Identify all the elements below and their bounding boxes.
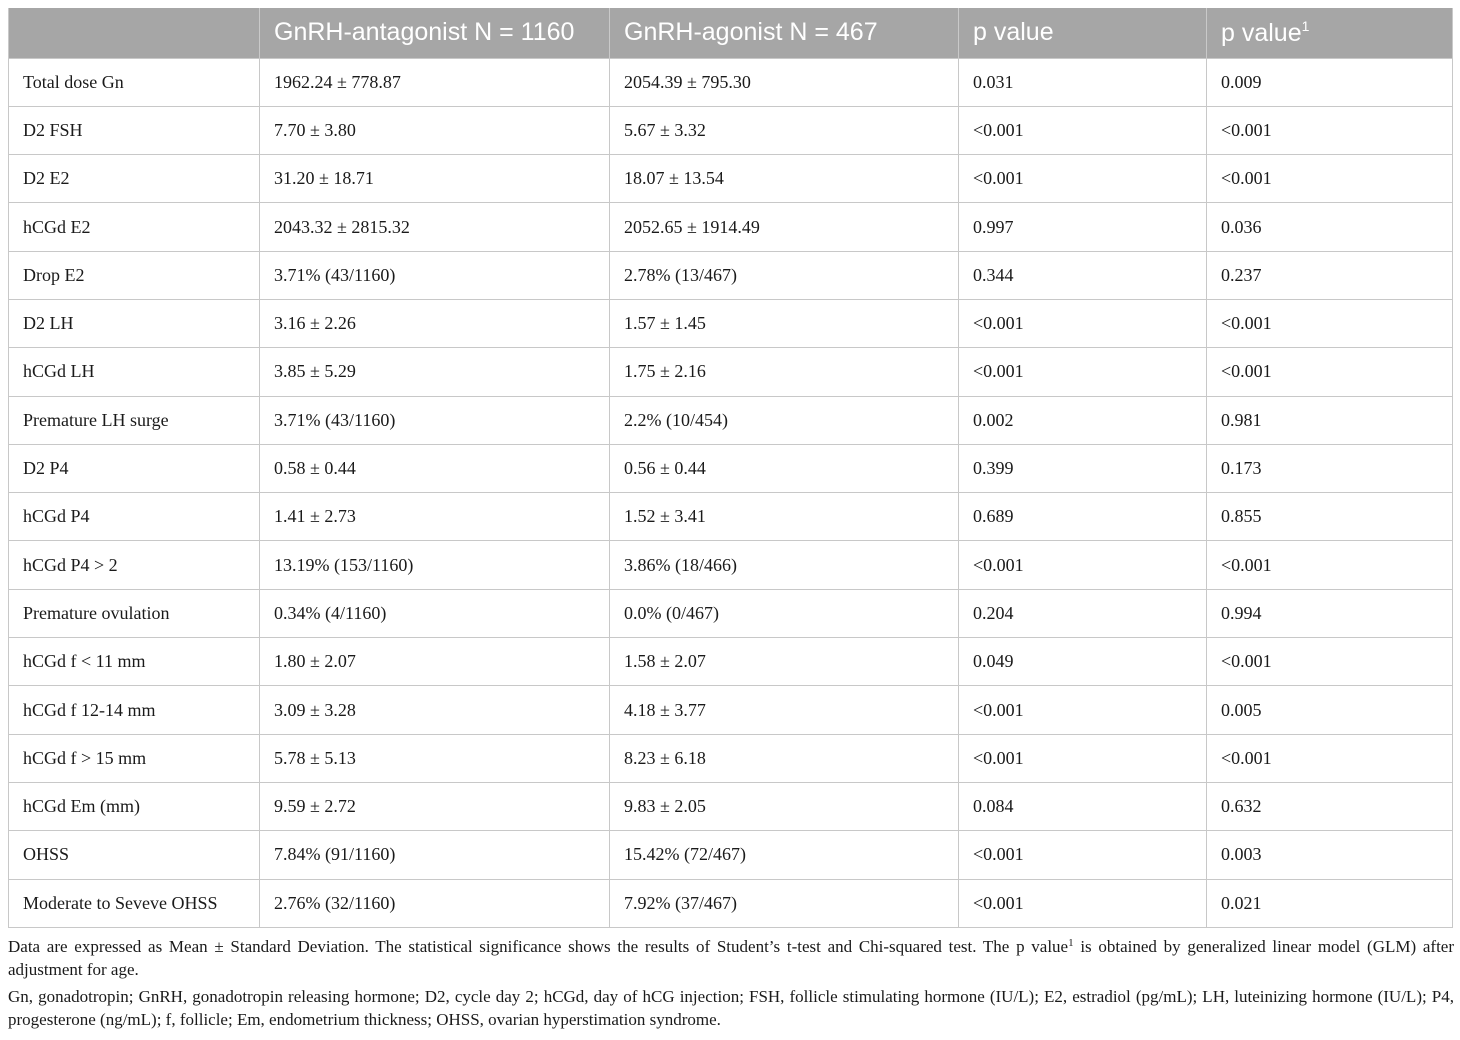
cell-antagonist: 0.34% (4/1160) xyxy=(260,589,610,637)
cell-variable: D2 P4 xyxy=(9,444,260,492)
cell-agonist: 1.52 ± 3.41 xyxy=(610,493,959,541)
table-footnotes xyxy=(8,932,1454,1035)
cell-p-value: <0.001 xyxy=(959,734,1207,782)
cell-antagonist: 3.71% (43/1160) xyxy=(260,251,610,299)
cell-p-value: <0.001 xyxy=(959,155,1207,203)
cell-variable: Drop E2 xyxy=(9,251,260,299)
cell-agonist: 2054.39 ± 795.30 xyxy=(610,58,959,106)
table-row xyxy=(9,396,1453,444)
cell-variable: D2 FSH xyxy=(9,106,260,154)
cell-p-value: <0.001 xyxy=(959,348,1207,396)
table-row xyxy=(9,686,1453,734)
cell-variable: hCGd LH xyxy=(9,348,260,396)
cell-p-value: <0.001 xyxy=(959,686,1207,734)
cell-variable: hCGd P4 > 2 xyxy=(9,541,260,589)
footnote-superscript: 1 xyxy=(1068,937,1074,949)
cell-p-value-adjusted: 0.036 xyxy=(1207,203,1453,251)
cell-variable: hCGd Em (mm) xyxy=(9,782,260,830)
cell-p-value: <0.001 xyxy=(959,106,1207,154)
header-p-value: p value xyxy=(959,8,1207,58)
cell-agonist: 5.67 ± 3.32 xyxy=(610,106,959,154)
cell-antagonist: 3.16 ± 2.26 xyxy=(260,299,610,347)
cell-p-value-adjusted: <0.001 xyxy=(1207,541,1453,589)
cell-p-value-adjusted: <0.001 xyxy=(1207,155,1453,203)
cell-variable: Premature LH surge xyxy=(9,396,260,444)
cell-antagonist: 9.59 ± 2.72 xyxy=(260,782,610,830)
footnote-statistics xyxy=(8,932,1454,981)
cell-p-value-adjusted: 0.005 xyxy=(1207,686,1453,734)
cell-p-value-adjusted: 0.237 xyxy=(1207,251,1453,299)
cell-p-value: 0.031 xyxy=(959,58,1207,106)
cell-agonist: 3.86% (18/466) xyxy=(610,541,959,589)
cell-p-value: 0.344 xyxy=(959,251,1207,299)
table-row xyxy=(9,58,1453,106)
header-variable xyxy=(9,8,260,58)
cell-agonist: 2052.65 ± 1914.49 xyxy=(610,203,959,251)
cell-antagonist: 7.70 ± 3.80 xyxy=(260,106,610,154)
cell-antagonist: 3.85 ± 5.29 xyxy=(260,348,610,396)
cell-p-value: 0.399 xyxy=(959,444,1207,492)
header-p-value-adjusted-label: p value xyxy=(1221,18,1302,47)
table-row xyxy=(9,348,1453,396)
cell-antagonist: 1.41 ± 2.73 xyxy=(260,493,610,541)
cell-agonist: 1.75 ± 2.16 xyxy=(610,348,959,396)
cell-antagonist: 2.76% (32/1160) xyxy=(260,879,610,927)
cell-p-value: <0.001 xyxy=(959,879,1207,927)
cell-variable: Total dose Gn xyxy=(9,58,260,106)
cell-p-value-adjusted: 0.009 xyxy=(1207,58,1453,106)
cell-variable: D2 LH xyxy=(9,299,260,347)
cell-antagonist: 0.58 ± 0.44 xyxy=(260,444,610,492)
header-antagonist: GnRH-antagonist N = 1160 xyxy=(260,8,610,58)
cell-p-value: 0.084 xyxy=(959,782,1207,830)
cell-variable: D2 E2 xyxy=(9,155,260,203)
table-header-row xyxy=(9,8,1453,58)
cell-p-value-adjusted: 0.632 xyxy=(1207,782,1453,830)
cell-agonist: 0.0% (0/467) xyxy=(610,589,959,637)
cell-p-value: 0.997 xyxy=(959,203,1207,251)
table-row xyxy=(9,251,1453,299)
cell-p-value-adjusted: 0.173 xyxy=(1207,444,1453,492)
cell-p-value-adjusted: 0.021 xyxy=(1207,879,1453,927)
cell-p-value-adjusted: 0.994 xyxy=(1207,589,1453,637)
cell-p-value: 0.049 xyxy=(959,638,1207,686)
cell-antagonist: 5.78 ± 5.13 xyxy=(260,734,610,782)
table-row xyxy=(9,493,1453,541)
cell-p-value-adjusted: <0.001 xyxy=(1207,734,1453,782)
table-row xyxy=(9,106,1453,154)
cell-p-value-adjusted: <0.001 xyxy=(1207,638,1453,686)
cell-p-value: 0.689 xyxy=(959,493,1207,541)
results-table xyxy=(8,8,1453,928)
table-row xyxy=(9,299,1453,347)
cell-antagonist: 13.19% (153/1160) xyxy=(260,541,610,589)
cell-antagonist: 31.20 ± 18.71 xyxy=(260,155,610,203)
cell-agonist: 8.23 ± 6.18 xyxy=(610,734,959,782)
cell-agonist: 2.78% (13/467) xyxy=(610,251,959,299)
cell-p-value-adjusted: <0.001 xyxy=(1207,106,1453,154)
cell-variable: OHSS xyxy=(9,831,260,879)
cell-variable: hCGd f > 15 mm xyxy=(9,734,260,782)
table-row xyxy=(9,541,1453,589)
header-p-value-adjusted xyxy=(1207,8,1453,58)
table-row xyxy=(9,831,1453,879)
cell-variable: Moderate to Seveve OHSS xyxy=(9,879,260,927)
cell-variable: hCGd P4 xyxy=(9,493,260,541)
cell-variable: hCGd f < 11 mm xyxy=(9,638,260,686)
cell-p-value: 0.204 xyxy=(959,589,1207,637)
header-agonist: GnRH-agonist N = 467 xyxy=(610,8,959,58)
cell-p-value-adjusted: <0.001 xyxy=(1207,299,1453,347)
table-row xyxy=(9,589,1453,637)
cell-antagonist: 1.80 ± 2.07 xyxy=(260,638,610,686)
table-row xyxy=(9,734,1453,782)
cell-p-value-adjusted: 0.981 xyxy=(1207,396,1453,444)
cell-antagonist: 3.09 ± 3.28 xyxy=(260,686,610,734)
cell-p-value-adjusted: 0.003 xyxy=(1207,831,1453,879)
cell-agonist: 2.2% (10/454) xyxy=(610,396,959,444)
cell-agonist: 7.92% (37/467) xyxy=(610,879,959,927)
cell-p-value-adjusted: <0.001 xyxy=(1207,348,1453,396)
table-row xyxy=(9,444,1453,492)
cell-agonist: 9.83 ± 2.05 xyxy=(610,782,959,830)
cell-antagonist: 7.84% (91/1160) xyxy=(260,831,610,879)
results-table-container xyxy=(8,8,1452,928)
cell-p-value: 0.002 xyxy=(959,396,1207,444)
cell-p-value: <0.001 xyxy=(959,299,1207,347)
cell-variable: Premature ovulation xyxy=(9,589,260,637)
table-row xyxy=(9,782,1453,830)
header-superscript: 1 xyxy=(1301,17,1310,34)
table-row xyxy=(9,155,1453,203)
cell-p-value: <0.001 xyxy=(959,541,1207,589)
cell-antagonist: 3.71% (43/1160) xyxy=(260,396,610,444)
cell-p-value-adjusted: 0.855 xyxy=(1207,493,1453,541)
cell-agonist: 1.57 ± 1.45 xyxy=(610,299,959,347)
table-row xyxy=(9,638,1453,686)
cell-agonist: 18.07 ± 13.54 xyxy=(610,155,959,203)
cell-agonist: 4.18 ± 3.77 xyxy=(610,686,959,734)
footnote-statistics-part2: is obtained by generalized linear model (GLM) after adjustment for age. xyxy=(8,937,1454,979)
cell-p-value: <0.001 xyxy=(959,831,1207,879)
table-row xyxy=(9,203,1453,251)
cell-antagonist: 1962.24 ± 778.87 xyxy=(260,58,610,106)
cell-agonist: 0.56 ± 0.44 xyxy=(610,444,959,492)
cell-variable: hCGd f 12-14 mm xyxy=(9,686,260,734)
footnote-abbreviations: Gn, gonadotropin; GnRH, gonadotropin releasing hormone; D2, cycle day 2; hCGd, day of hCG injection; FSH, follicle stimulating hormone (IU/L); E2, estradiol (pg/mL); LH, luteinizing hormone (IU/L); P4, progesterone (ng/mL); f, follicle; Em, endometrium thickness; OHSS, ovarian hyperstimation syndrome. xyxy=(8,987,1454,1029)
cell-agonist: 1.58 ± 2.07 xyxy=(610,638,959,686)
cell-antagonist: 2043.32 ± 2815.32 xyxy=(260,203,610,251)
cell-agonist: 15.42% (72/467) xyxy=(610,831,959,879)
table-body xyxy=(9,58,1453,927)
cell-variable: hCGd E2 xyxy=(9,203,260,251)
table-row xyxy=(9,879,1453,927)
footnote-statistics-part1: Data are expressed as Mean ± Standard Deviation. The statistical significance shows the results of Student’s t-test and Chi-squared test. The p value xyxy=(8,937,1069,956)
